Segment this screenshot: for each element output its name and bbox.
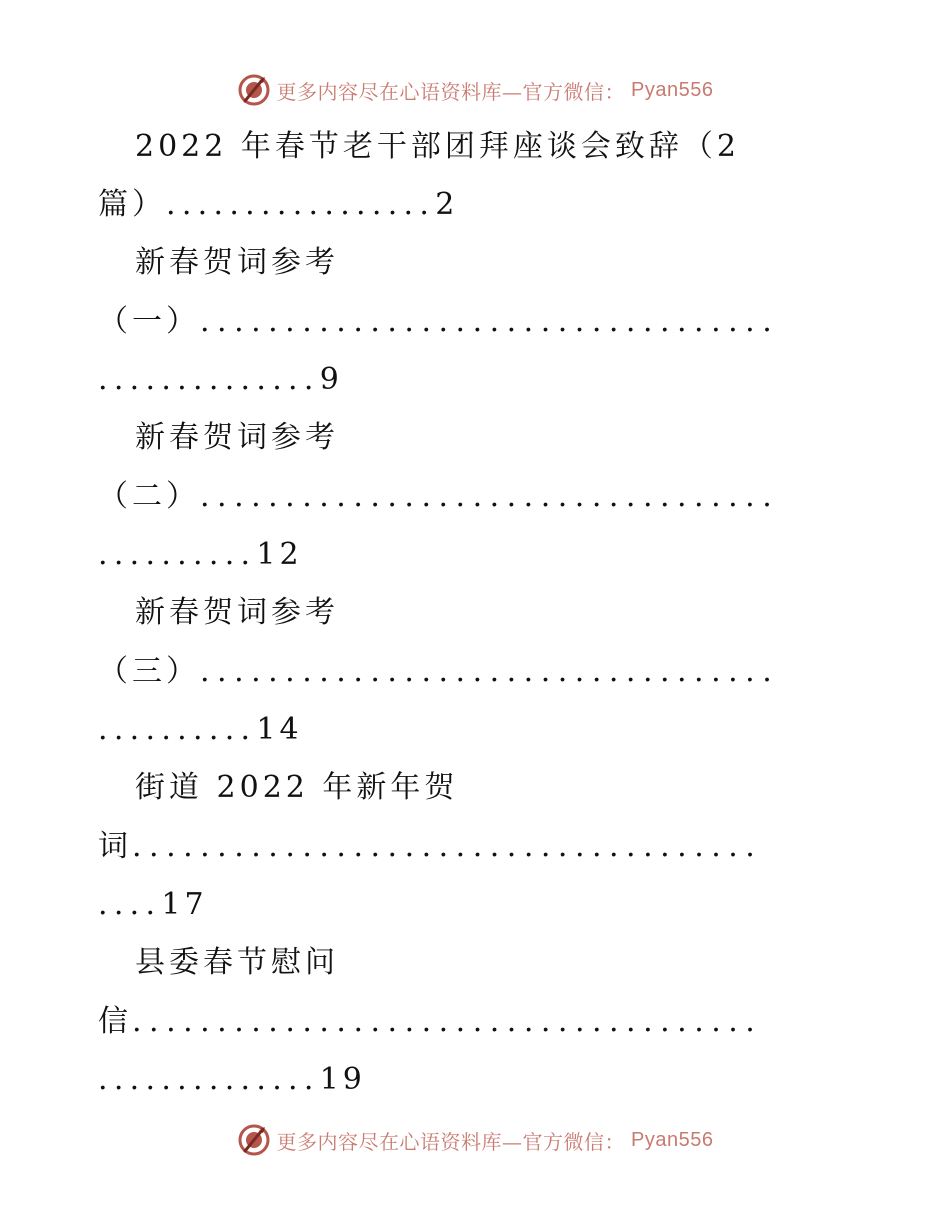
toc-entry-5-dots: ..................................... bbox=[132, 829, 763, 864]
toc-entry-1-title-cont: 篇） bbox=[98, 187, 166, 222]
toc-entry-6-dots: ..................................... bbox=[132, 1004, 763, 1039]
watermark-wechat-id: Pyan556 bbox=[631, 1128, 714, 1151]
toc-entry-1-page: 2 bbox=[435, 187, 459, 222]
toc-entry-2-dots: .................................. bbox=[200, 304, 780, 339]
toc-entry-4-leader bbox=[98, 652, 858, 692]
watermark-banner-bottom bbox=[0, 1120, 950, 1160]
toc-entry-4-leader-cont bbox=[98, 710, 303, 750]
toc-entry-2-page: 9 bbox=[319, 362, 343, 397]
toc-entry-2-leader-cont bbox=[98, 360, 343, 400]
watermark-text: 更多内容尽在心语资料库—官方微信： bbox=[276, 79, 626, 104]
toc-entry-6-leader bbox=[98, 1002, 858, 1042]
toc-entry-3-leader bbox=[98, 477, 858, 517]
toc-entry-2-title: 新春贺词参考 bbox=[135, 245, 339, 280]
toc-entry-6-leader-cont bbox=[98, 1060, 366, 1100]
watermark-wechat-id: Pyan556 bbox=[631, 78, 714, 101]
toc-entry-1-leader bbox=[98, 185, 458, 225]
toc-entry-3-title: 新春贺词参考 bbox=[135, 420, 339, 455]
toc-entry-5-dots-cont: .... bbox=[98, 887, 162, 922]
toc-entry-5-page: 17 bbox=[161, 887, 208, 922]
toc-entry-3-leader-cont bbox=[98, 535, 303, 575]
toc-entry-6-page: 19 bbox=[319, 1062, 366, 1097]
toc-entry-4-dots: .................................. bbox=[200, 654, 780, 689]
toc-entry-4-title-cont: （三） bbox=[98, 654, 200, 689]
toc-entry-3-title-cont: （二） bbox=[98, 479, 200, 514]
toc-entry-5-title: 街道 2022 年新年贺 bbox=[135, 770, 459, 805]
toc-entry-3-page: 12 bbox=[256, 537, 303, 572]
pen-logo-icon bbox=[237, 1123, 271, 1157]
toc-entry-2-dots-cont: .............. bbox=[98, 362, 320, 397]
toc-entry-3-dots-cont: .......... bbox=[98, 537, 257, 572]
toc-entry-5-title-cont: 词 bbox=[98, 829, 132, 864]
toc-entry-5-leader-cont bbox=[98, 885, 208, 925]
toc-entry-3-dots: .................................. bbox=[200, 479, 780, 514]
toc-entry-6-dots-cont: .............. bbox=[98, 1062, 320, 1097]
toc-entry-4-title: 新春贺词参考 bbox=[135, 595, 339, 630]
toc-entry-6-title-cont: 信 bbox=[98, 1004, 132, 1039]
toc-entry-2-title-cont: （一） bbox=[98, 304, 200, 339]
toc-entry-5-leader bbox=[98, 827, 858, 867]
toc-entry-1-title: 2022 年春节老干部团拜座谈会致辞（2 bbox=[135, 129, 740, 164]
toc-entry-1-dots: ................. bbox=[166, 187, 436, 222]
toc-entry-6-title: 县委春节慰问 bbox=[135, 945, 339, 980]
toc-entry-2-leader bbox=[98, 302, 858, 342]
toc-entry-4-dots-cont: .......... bbox=[98, 712, 257, 747]
toc-entry-4-page: 14 bbox=[256, 712, 303, 747]
watermark-text: 更多内容尽在心语资料库—官方微信： bbox=[276, 1129, 626, 1154]
